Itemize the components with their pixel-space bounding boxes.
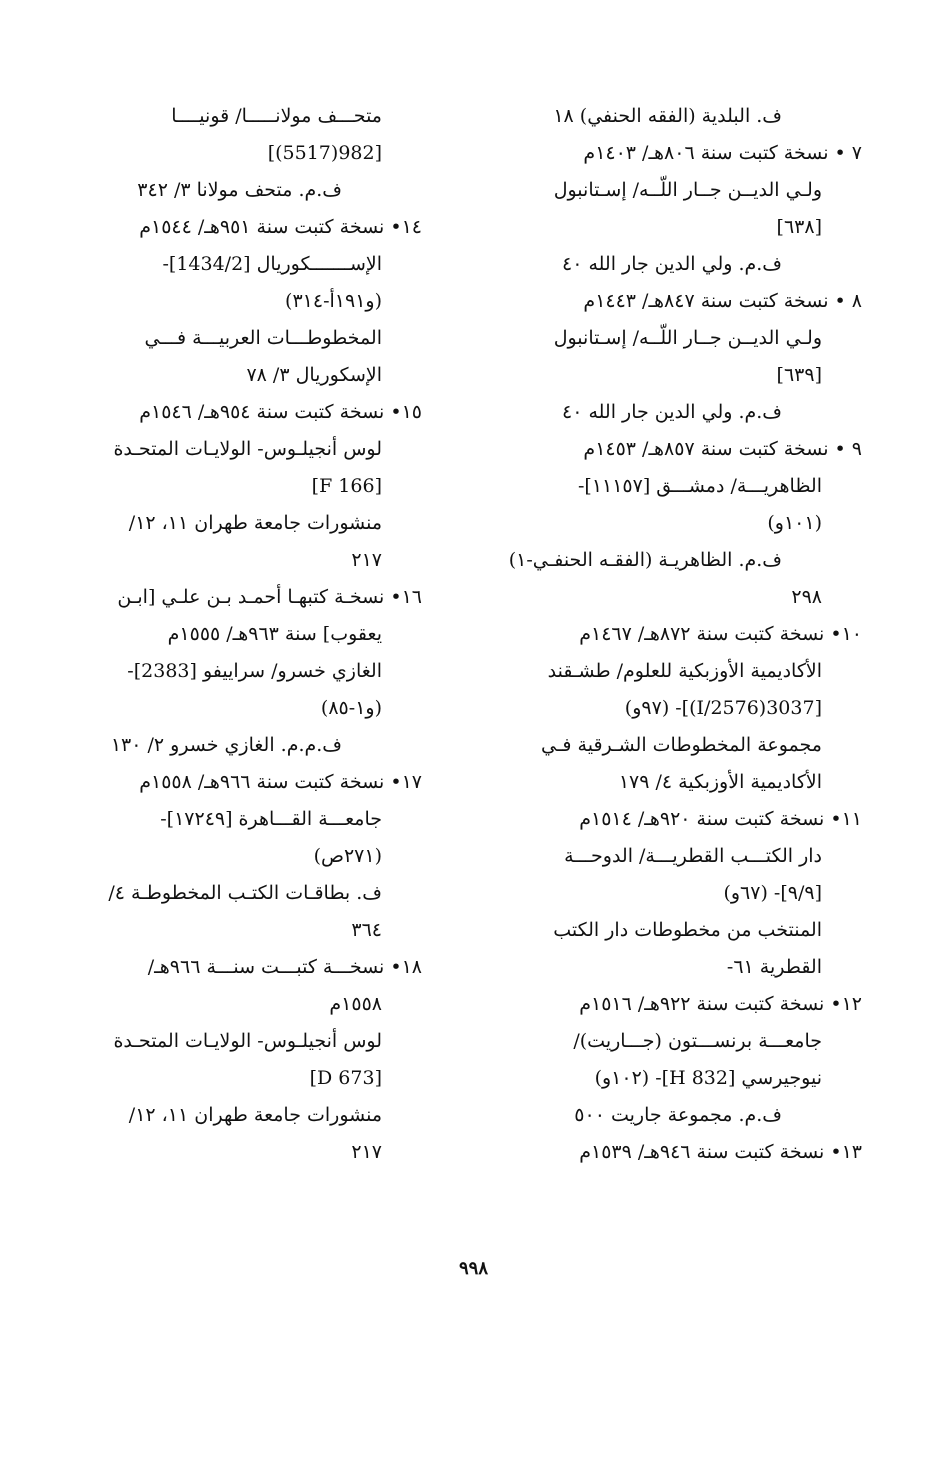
text-line: (و١-٨٥)	[320, 697, 382, 719]
text-line: يعقوب] سنة ٩٦٣هـ/ ١٥٥٥م	[167, 623, 382, 645]
text-line: لوس أنجيلـوس- الولايـات المتحـدة	[113, 1030, 382, 1052]
text-line: ف.م. مجموعة جاريت ٥٠٠	[574, 1104, 782, 1126]
text-line: جامعـــة برنســـتون (جـــاريت)/	[573, 1030, 822, 1052]
text-line: ف.م. متحف مولانا ٣/ ٣٤٢	[137, 179, 342, 201]
text-line: الإســـــــكوريال [1434/2]-	[162, 253, 382, 275]
text-line: ١٥• نسخة كتبت سنة ٩٥٤هـ/ ١٥٤٦م	[139, 401, 422, 423]
text-line: (و١٩١أ-٣١٤)	[285, 290, 382, 312]
text-line: الأكاديمية الأوزبكية للعلوم/ طشـقند	[547, 660, 822, 682]
text-line: ف.م. الظاهريـة (الفقـه الحنفـي-١)	[508, 549, 782, 571]
page-number: ٩٩٨	[458, 1258, 488, 1279]
text-line: ٢١٧	[351, 1141, 382, 1163]
text-line: ولـي الديــن جــار اللّــه/ إسـتانبول	[553, 179, 822, 201]
text-line: ف. البلدية (الفقه الحنفي) ١٨	[553, 105, 782, 127]
text-line: ٢٩٨	[791, 586, 822, 608]
text-line: [3037(2576/I)]- (٩٧و)	[624, 697, 822, 719]
text-line: الغازي خسرو/ سراييفو [2383]-	[127, 660, 382, 682]
text-line: القطرية ٦١-	[726, 956, 822, 978]
text-line: دار الكتـــب القطريـــة/ الدوحـــة	[564, 845, 822, 867]
text-line: ٩ • نسخة كتبت سنة ٨٥٧هـ/ ١٤٥٣م	[583, 438, 862, 460]
text-line: الظاهريـــة/ دمشـــق [١١١٥٧]-	[577, 475, 822, 497]
text-line: الإسكوريال ٣/ ٧٨	[246, 364, 382, 386]
text-line: لوس أنجيلـوس- الولايـات المتحـدة	[113, 438, 382, 460]
text-line: الأكاديمية الأوزبكية ٤/ ١٧٩	[618, 771, 822, 793]
text-line: ١٠• نسخة كتبت سنة ٨٧٢هـ/ ١٤٦٧م	[579, 623, 862, 645]
text-line: (١٠١و)	[767, 512, 822, 534]
text-line: جامعـــة القـــاهرة [١٧٢٤٩]-	[160, 808, 382, 830]
text-line: ف. بطاقـات الكتـب المخطوطـة ٤/	[108, 882, 382, 904]
text-line: ١٣• نسخة كتبت سنة ٩٤٦هـ/ ١٥٣٩م	[579, 1141, 862, 1163]
text-line: متحـــف مولانـــــا/ قونيــــا	[171, 105, 382, 127]
text-line: المخطوطـــات العربيـــة فـــي	[144, 327, 382, 349]
text-line: مجموعة المخطوطات الشـرقية فـي	[541, 734, 822, 756]
text-line: ١٦• نسخـة كتبهـا أحمـد بـن علـي [ابـن	[117, 586, 422, 608]
left-column	[52, 98, 422, 1171]
text-line: ١٨• نسخـــة كتبـــت سنـــة ٩٦٦هـ/	[147, 956, 422, 978]
text-line: ٢١٧	[351, 549, 382, 571]
text-line: ولـي الديــن جــار اللّــه/ إسـتانبول	[553, 327, 822, 349]
text-line: ١٤• نسخة كتبت سنة ٩٥١هـ/ ١٥٤٤م	[139, 216, 422, 238]
text-line: ٧ • نسخة كتبت سنة ٨٠٦هـ/ ١٤٠٣م	[583, 142, 862, 164]
text-line: [F 166]	[311, 475, 382, 497]
text-line: نيوجيرسي [832 H]- (١٠٢و)	[594, 1067, 822, 1089]
right-column	[492, 98, 862, 1171]
text-line: ٨ • نسخة كتبت سنة ٨٤٧هـ/ ١٤٤٣م	[583, 290, 862, 312]
text-line: ف.م. ولي الدين جار الله ٤٠	[561, 253, 782, 275]
text-line: ١٢• نسخة كتبت سنة ٩٢٢هـ/ ١٥١٦م	[579, 993, 862, 1015]
text-line: ١٧• نسخة كتبت سنة ٩٦٦هـ/ ١٥٥٨م	[139, 771, 422, 793]
text-line: ٣٦٤	[351, 919, 382, 941]
text-line: [٦٣٩]	[776, 364, 822, 386]
text-line: [D 673]	[309, 1067, 382, 1089]
text-line: ١٥٥٨م	[329, 993, 382, 1015]
text-line: (٢٧١ص)	[313, 845, 382, 867]
text-line: [982(5517)]	[267, 142, 382, 164]
text-line: ف.م.م. الغازي خسرو ٢/ ١٣٠	[110, 734, 342, 756]
text-line: المنتخب من مخطوطات دار الكتب	[553, 919, 822, 941]
text-line: منشورات جامعة طهران ١١، ١٢/	[128, 512, 382, 534]
text-line: [٩/٩]- (٦٧و)	[723, 882, 822, 904]
text-line: ف.م. ولي الدين جار الله ٤٠	[561, 401, 782, 423]
text-line: منشورات جامعة طهران ١١، ١٢/	[128, 1104, 382, 1126]
text-line: [٦٣٨]	[776, 216, 822, 238]
text-line: ١١• نسخة كتبت سنة ٩٢٠هـ/ ١٥١٤م	[579, 808, 862, 830]
